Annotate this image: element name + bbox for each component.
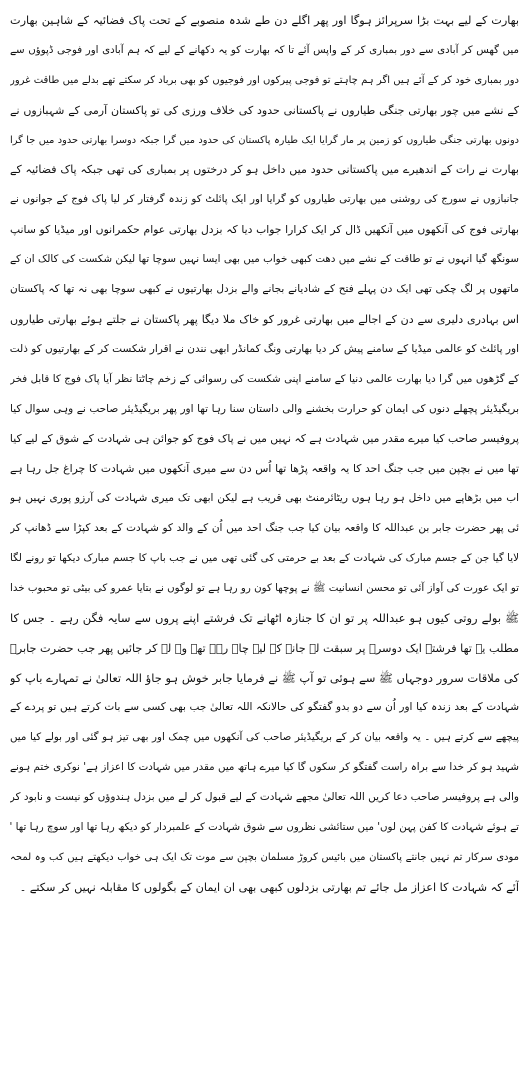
- text-line: تے ہوئے شہادت کا کفن پہن لوں' میں ستائشی نظروں سے شوق شہادت کے علمبردار کو دیکھ رہا تھا اور سوچ رہا تھا ': [10, 821, 519, 834]
- text-line: کے نشے میں چور بھارتی جنگی طیاروں نے پاکستانی حدود کی خلاف ورزی کی تو پاکستان آرمی کے شہبازوں نے: [10, 103, 519, 117]
- text-line: لایا گیا جن کے جسم مبارک کی شہادت کے بعد بے حرمتی کی گئی تھی میں نے جب باپ کا جسم مبارک دیکھا تو رونے لگا: [10, 552, 519, 565]
- text-line: والی ہے پروفیسر صاحب دعا کریں اللہ تعالیٰ مجھے شہادت کے لیے قبول کر لے میں بزدل ہندوؤں کو نیست و نابود کر: [10, 791, 519, 804]
- text-line: میں گھس کر آبادی سے دور بمباری کر کے واپس آئے تا کہ بھارت کو یہ دکھانے کے لیے کہ ہم آبادی اور فوجی ڈپوؤں سے: [10, 43, 519, 56]
- text-line: مودی سرکار تم نہیں جانتے پاکستان میں بائیس کروڑ مسلمان بچپن سے موت تک ایک ہی خواب دیکھتے ہیں کب وہ لمحہ: [10, 851, 519, 863]
- text-line: مطلب یہ تھا فرشتے ایک دوسرے پر سبقت لے جانے کے لیے چاہ رہے تھے وہ لے کر جائیں پھر جب حضرت جابرؓ: [10, 641, 519, 655]
- text-line: تھا میں نے بچپن میں جب جنگ احد کا یہ واقعہ پڑھا تھا اُس دن سے میری آنکھوں میں شہادت کا چراغ جل رہا ہے: [10, 462, 519, 476]
- text-line: جانبازوں نے سورج کی روشنی میں بھارتی طیاروں کو گرایا اور ایک پائلٹ کو زندہ گرفتار کر لیا پاک فوج کے جوانوں نے: [10, 193, 519, 206]
- text-line: اس بہادری دلیری سے دن کے اجالے میں بھارتی غرور کو خاک ملا دیگا پھر پاکستان نے جلتے ہوئے بھارتی طیاروں: [10, 312, 519, 326]
- text-line: بھارت نے رات کے اندھیرے میں پاکستانی حدود میں داخل ہو کر درختوں پر بمباری کی تھی جبکہ پاک فضائیہ کے: [10, 163, 519, 177]
- text-line-last: آئے کہ شہادت کا اعزاز مل جائے تم بھارتی بزدلوں کبھی بھی ان ایمان کے بگولوں کا مقابلہ نہیں کر سکتے ۔: [19, 880, 519, 894]
- text-line: ئی پھر حضرت جابر بن عبداللہ کا واقعہ بیان کیا جب جنگ احد میں اُن کے والد کو شہادت کے بعد کپڑا سے ڈھانپ کر: [10, 522, 519, 535]
- text-line: دونوں بھارتی جنگی طیاروں کو زمین پر مار گرایا ایک طیارہ پاکستان کی حدود میں گرا جبکہ دوسرا بھارتی حدود میں جا گرا: [10, 134, 519, 146]
- text-line: تو ایک عورت کی آواز آئی تو محسن انسانیت ﷺ نے پوچھا کون رو رہا ہے تو لوگوں نے بتایا عمرو کی بیٹی تو محبوب خدا: [10, 581, 519, 594]
- text-line: بریگیڈیئر پچھلے دنوں کی ایمان کو حرارت بخشنے والی داستان سنا رہا تھا اور پھر بریگیڈیئر صاحب نے وہی سوال کیا: [10, 402, 519, 415]
- text-line: اب میں بڑھاپے میں داخل ہو رہا ہوں ریٹائرمنٹ بھی قریب ہے لیکن ابھی تک میری شہادت کی آرزو پوری نہیں ہو: [10, 492, 519, 505]
- text-line: شہید ہو کر خدا سے براہ راست گفتگو کر سکوں گا کیا میرے ہاتھ میں مقدر میں شہادت کا اعزاز ہے' نوکری ختم ہونے: [10, 761, 519, 774]
- text-line: پیچھے سے کرتے ہیں ۔ یہ واقعہ بیان کر کے بریگیڈیئر صاحب کی آنکھوں میں چمک اور بھی تیز ہو گئی اور بولے کیا میں: [10, 731, 519, 744]
- text-line: بھارتی فوج کی آنکھوں میں آنکھیں ڈال کر ایک کرارا جواب دیا کہ بزدل بھارتی عوام حکمرانوں اور میڈیا کو سانپ: [10, 223, 519, 237]
- text-line: دور بمباری خود کر کے آئے ہیں اگر ہم چاہتے تو فوجی پیرکوں اور فوجیوں کو بھی برباد کر سکتے تھے بدلے میں طاقت غرور: [10, 74, 519, 86]
- text-line: ﷺ بولے روتی کیوں ہو عبداللہ پر تو ان کا جنازہ اٹھانے تک فرشتے اپنے پروں سے سایہ فگن رہے ۔ جس کا: [10, 610, 519, 625]
- text-line: پروفیسر صاحب کیا میرے مقدر میں شہادت ہے کہ نہیں میں نے پاک فوج کو جوائن ہی شہادت کے شوق کے لیے کیا: [10, 432, 519, 446]
- text-line: سونگھ گیا انہوں نے تو طاقت کے نشے میں دھت کبھی خواب میں بھی ایسا نہیں سوچا تھا لیکن شکست کی کالک ان کے: [10, 253, 519, 266]
- text-line: شہادت کے بعد زندہ کیا اور اُن سے دو بدو گفتگو کی حالانکہ اللہ تعالیٰ جب بھی کسی سے بات کرتے ہیں تو پردے کے: [10, 701, 519, 714]
- text-line: بھارت کے لیے بہت بڑا سرپرائز ہوگا اور پھر اگلے دن طے شدہ منصوبے کے تحت پاک فضائیہ کے شاہین بھارت: [10, 14, 519, 27]
- text-line: کی ملاقات سرور دوجہاں ﷺ سے ہوئی تو آپ ﷺ نے فرمایا جابر خوش ہو جاؤ اللہ تعالیٰ نے تمہارے باپ کو: [10, 670, 519, 685]
- text-line: کے گڑھوں میں گرا دیا بھارت عالمی دنیا کے سامنے اپنی شکست کی رسوائی کے زخم چاٹتا نظر آیا پاک فوج کا قابل فخر: [10, 372, 519, 385]
- text-line: اور پائلٹ کو عالمی میڈیا کے سامنے پیش کر دیا بھارتی ونگ کمانڈر ابھی نندن نے اقرار شکست کر کے بھارتیوں کو ذلت: [10, 342, 519, 355]
- text-line: ماتھوں پر لگ چکی تھی ایک دن پہلے فتح کے شادیانے بجانے والے بزدل بھارتیوں نے کبھی سوچا بھی نہ تھا کہ پاکستان: [10, 283, 519, 296]
